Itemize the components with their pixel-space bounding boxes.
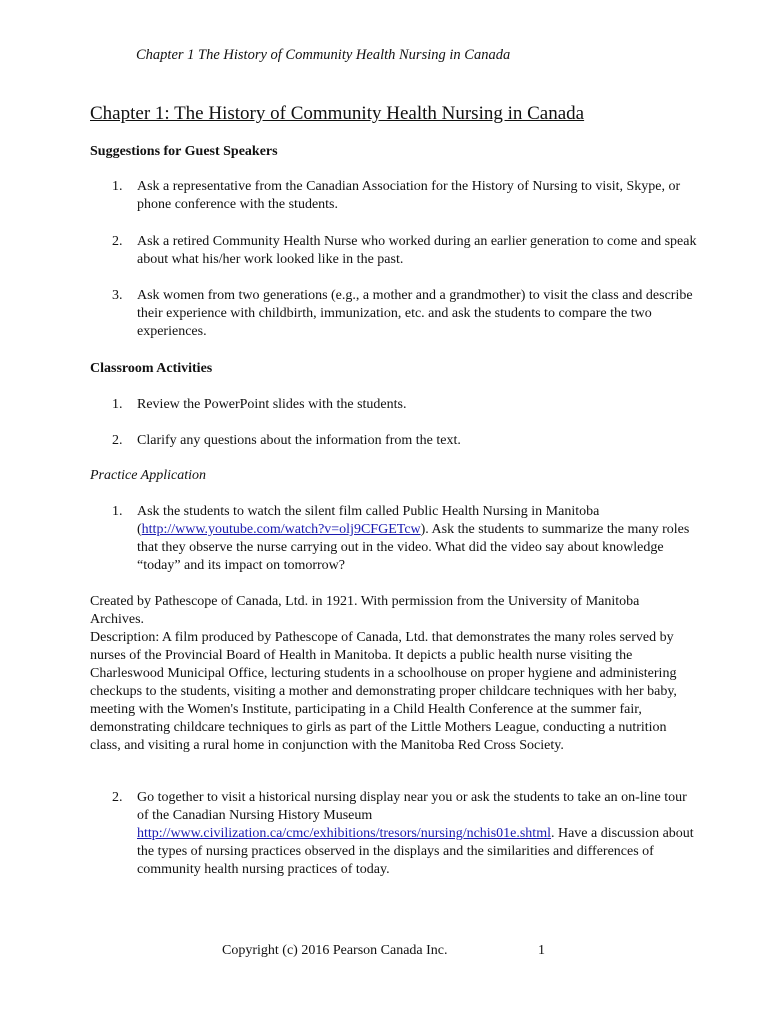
item-text: Go together to visit a historical nursing display near you or ask the students to take an on-line tour of the Canadian Nursing History Museum [137,790,687,823]
list-item: Ask a representative from the Canadian Association for the History of Nursing to visit, Skype, or phone conference with the students. [137,179,681,212]
item-text: ). Ask the students to summarize the many roles that they observe the nurse carrying out in the video. What did the video say about knowledge “today” and its impact on tomorrow? [137,522,690,573]
list-number: 2. [112,433,123,448]
youtube-link[interactable]: http://www.youtube.com/watch?v=olj9CFGETcw [141,522,421,537]
classroom-activities-heading: Classroom Activities [90,361,213,376]
list-number: 2. [112,790,123,805]
list-number: 2. [112,234,123,249]
list-item: Ask women from two generations (e.g., a mother and a grandmother) to visit the class and describe their experience with childbirth, immunization, etc. and ask the students to compare the two experiences. [137,288,693,339]
running-header: Chapter 1 The History of Community Health Nursing in Canada [136,47,511,63]
guest-speakers-heading: Suggestions for Guest Speakers [90,144,278,159]
museum-link[interactable]: http://www.civilization.ca/cmc/exhibitions/tresors/nursing/nchis01e.shtml [137,826,551,841]
list-item [137,789,697,879]
item-text: . Have a discussion about the types of nursing practices observed in the displays and the similarities and differences of community health nursing practices of today. [137,826,694,877]
chapter-title: Chapter 1: The History of Community Health Nursing in Canada [90,103,585,124]
list-item: Ask a retired Community Health Nurse who worked during an earlier generation to come and speak about what his/her work looked like in the past. [137,234,697,267]
item-text: Ask the students to watch the silent film called Public Health Nursing in Manitoba ( [137,504,600,537]
page-number: 1 [538,943,545,958]
film-credit-paragraph: Created by Pathescope of Canada, Ltd. in 1921. With permission from the University of Manitoba Archives. [90,594,640,627]
practice-application-heading: Practice Application [90,468,206,483]
list-item [137,503,697,575]
list-item: Clarify any questions about the information from the text. [137,433,461,448]
list-number: 1. [112,504,123,519]
list-number: 1. [112,179,123,194]
copyright-footer: Copyright (c) 2016 Pearson Canada Inc. [222,943,448,958]
list-number: 3. [112,288,123,303]
list-number: 1. [112,397,123,412]
list-item: Review the PowerPoint slides with the students. [137,397,407,412]
film-description-paragraph: Description: A film produced by Pathescope of Canada, Ltd. that demonstrates the many roles served by nurses of the Provincial Board of Health in Manitoba. It depicts a public health nurse visiting the Charleswood Municipal Office, lecturing students in a schoolhouse on proper hygiene and administering checkups to the students, visiting a mother and demonstrating proper childcare techniques with her baby, meeting with the Women's Institute, participating in a Child Health Conference at the summer fair, demonstrating childcare techniques to girls as part of the Little Mothers League, conducting a nutrition class, and visiting a rural home in conjunction with the Manitoba Red Cross Society. [90,630,677,753]
